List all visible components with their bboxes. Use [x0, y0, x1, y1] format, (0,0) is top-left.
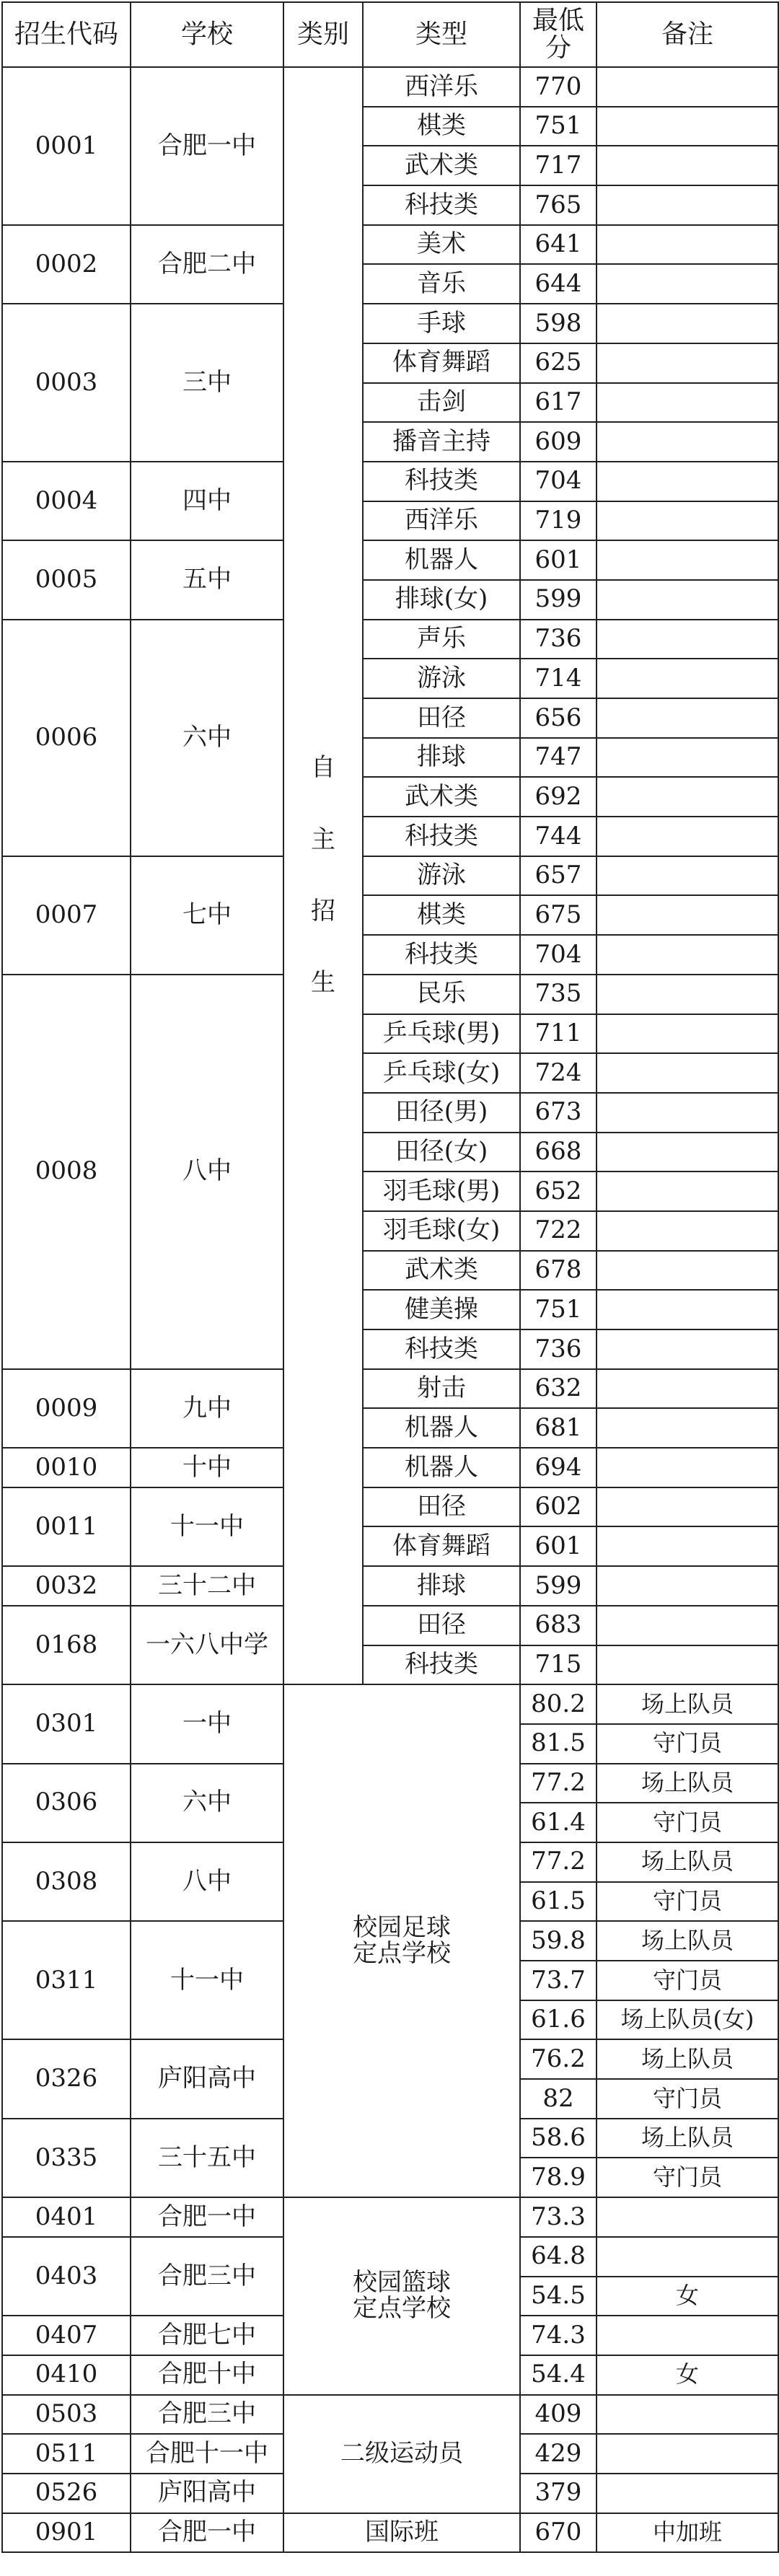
- note-cell: [597, 185, 778, 225]
- note-cell: 场上队员: [597, 2119, 778, 2158]
- note-cell: [597, 1014, 778, 1054]
- score-cell: 77.2: [520, 1764, 597, 1803]
- code-cell: 0311: [2, 1921, 131, 2039]
- type-cell: 武术类: [363, 146, 520, 185]
- score-cell: 765: [520, 185, 597, 225]
- note-cell: [597, 1211, 778, 1251]
- category-athlete: 二级运动员: [283, 2395, 520, 2513]
- type-cell: 武术类: [363, 777, 520, 817]
- score-cell: 601: [520, 540, 597, 580]
- note-cell: 场上队员: [597, 1842, 778, 1882]
- score-cell: 77.2: [520, 1842, 597, 1882]
- table-row: [2, 1606, 778, 1645]
- score-cell: 617: [520, 383, 597, 423]
- score-cell: 717: [520, 146, 597, 185]
- type-cell: 西洋乐: [363, 501, 520, 541]
- note-cell: 场上队员: [597, 2039, 778, 2079]
- note-cell: [597, 935, 778, 975]
- table-row: [2, 1369, 778, 1409]
- header-row: [2, 2, 778, 67]
- score-cell: 704: [520, 462, 597, 501]
- type-cell: 美术: [363, 225, 520, 265]
- type-cell: 机器人: [363, 1408, 520, 1448]
- note-cell: [597, 698, 778, 738]
- score-cell: 673: [520, 1093, 597, 1133]
- school-cell: 一中: [131, 1684, 283, 1763]
- table-row: [2, 2197, 778, 2237]
- code-cell: 0004: [2, 462, 131, 540]
- type-cell: 科技类: [363, 1645, 520, 1685]
- score-cell: 678: [520, 1251, 597, 1291]
- score-cell: 747: [520, 738, 597, 778]
- header-category: 类别: [283, 2, 363, 67]
- score-cell: 694: [520, 1448, 597, 1487]
- type-cell: 棋类: [363, 895, 520, 935]
- school-cell: 合肥一中: [131, 2513, 283, 2553]
- note-cell: [597, 975, 778, 1014]
- type-cell: 西洋乐: [363, 67, 520, 107]
- note-cell: [597, 580, 778, 620]
- type-cell: 乒乓球(女): [363, 1053, 520, 1093]
- school-cell: 十一中: [131, 1921, 283, 2039]
- score-cell: 715: [520, 1645, 597, 1685]
- note-cell: [597, 422, 778, 462]
- score-cell: 599: [520, 1566, 597, 1606]
- note-cell: [597, 1408, 778, 1448]
- type-cell: 射击: [363, 1369, 520, 1409]
- score-cell: 74.3: [520, 2316, 597, 2355]
- note-cell: 守门员: [597, 2079, 778, 2119]
- type-cell: 科技类: [363, 935, 520, 975]
- note-cell: [597, 1448, 778, 1487]
- type-cell: 羽毛球(女): [363, 1211, 520, 1251]
- type-cell: 手球: [363, 304, 520, 343]
- code-cell: 0005: [2, 540, 131, 619]
- type-cell: 游泳: [363, 856, 520, 896]
- note-cell: [597, 1369, 778, 1409]
- type-cell: 乒乓球(男): [363, 1014, 520, 1054]
- score-cell: 59.8: [520, 1921, 597, 1961]
- school-cell: 合肥七中: [131, 2316, 283, 2355]
- type-cell: 排球: [363, 738, 520, 778]
- score-cell: 429: [520, 2434, 597, 2474]
- score-cell: 54.4: [520, 2355, 597, 2395]
- code-cell: 0009: [2, 1369, 131, 1448]
- score-cell: 61.4: [520, 1803, 597, 1842]
- school-cell: 合肥一中: [131, 2197, 283, 2237]
- score-cell: 770: [520, 67, 597, 107]
- score-cell: 58.6: [520, 2119, 597, 2158]
- score-cell: 722: [520, 1211, 597, 1251]
- type-cell: 击剑: [363, 383, 520, 423]
- score-cell: 625: [520, 343, 597, 383]
- table-row: [2, 2395, 778, 2435]
- category-intl: 国际班: [283, 2513, 520, 2553]
- note-cell: [597, 1133, 778, 1172]
- note-cell: [597, 659, 778, 698]
- code-cell: 0407: [2, 2316, 131, 2355]
- note-cell: [597, 620, 778, 659]
- school-cell: 合肥二中: [131, 225, 283, 304]
- score-cell: 652: [520, 1171, 597, 1211]
- score-cell: 73.7: [520, 1961, 597, 2000]
- table-row: [2, 1448, 778, 1487]
- score-cell: 751: [520, 107, 597, 146]
- note-cell: [597, 1645, 778, 1685]
- school-cell: 三中: [131, 304, 283, 462]
- type-cell: 田径: [363, 1606, 520, 1645]
- score-cell: 681: [520, 1408, 597, 1448]
- type-cell: 机器人: [363, 1448, 520, 1487]
- score-cell: 670: [520, 2513, 597, 2553]
- type-cell: 棋类: [363, 107, 520, 146]
- note-cell: [597, 1329, 778, 1369]
- school-cell: 庐阳高中: [131, 2474, 283, 2513]
- note-cell: [597, 738, 778, 778]
- score-cell: 61.6: [520, 2000, 597, 2040]
- note-cell: [597, 777, 778, 817]
- note-cell: [597, 383, 778, 423]
- score-cell: 744: [520, 817, 597, 856]
- type-cell: 播音主持: [363, 422, 520, 462]
- code-cell: 0308: [2, 1842, 131, 1921]
- code-cell: 0503: [2, 2395, 131, 2435]
- note-cell: 场上队员(女): [597, 2000, 778, 2040]
- table-row: [2, 975, 778, 1014]
- code-cell: 0010: [2, 1448, 131, 1487]
- note-cell: 场上队员: [597, 1921, 778, 1961]
- score-cell: 719: [520, 501, 597, 541]
- note-cell: 场上队员: [597, 1764, 778, 1803]
- score-cell: 598: [520, 304, 597, 343]
- table-row: [2, 1487, 778, 1527]
- score-cell: 78.9: [520, 2158, 597, 2197]
- score-cell: 704: [520, 935, 597, 975]
- note-cell: [597, 1606, 778, 1645]
- note-cell: [597, 2237, 778, 2277]
- score-cell: 76.2: [520, 2039, 597, 2079]
- note-cell: [597, 1566, 778, 1606]
- score-cell: 61.5: [520, 1882, 597, 1922]
- score-cell: 73.3: [520, 2197, 597, 2237]
- score-cell: 601: [520, 1526, 597, 1566]
- code-cell: 0003: [2, 304, 131, 462]
- score-cell: 751: [520, 1290, 597, 1329]
- code-cell: 0002: [2, 225, 131, 304]
- code-cell: 0901: [2, 2513, 131, 2553]
- score-cell: 736: [520, 1329, 597, 1369]
- type-cell: 田径(男): [363, 1093, 520, 1133]
- school-cell: 七中: [131, 856, 283, 975]
- school-cell: 合肥三中: [131, 2395, 283, 2435]
- school-cell: 庐阳高中: [131, 2039, 283, 2118]
- note-cell: 守门员: [597, 1724, 778, 1764]
- type-cell: 体育舞蹈: [363, 1526, 520, 1566]
- school-cell: 八中: [131, 1842, 283, 1921]
- score-cell: 80.2: [520, 1684, 597, 1724]
- table-row: [2, 620, 778, 659]
- code-cell: 0168: [2, 1606, 131, 1684]
- score-cell: 64.8: [520, 2237, 597, 2277]
- score-cell: 599: [520, 580, 597, 620]
- school-cell: 一六八中学: [131, 1606, 283, 1684]
- score-cell: 724: [520, 1053, 597, 1093]
- school-cell: 六中: [131, 1764, 283, 1842]
- table-row: [2, 2513, 778, 2553]
- score-cell: 683: [520, 1606, 597, 1645]
- note-cell: 守门员: [597, 2158, 778, 2197]
- code-cell: 0008: [2, 975, 131, 1369]
- code-cell: 0401: [2, 2197, 131, 2237]
- score-cell: 668: [520, 1133, 597, 1172]
- school-cell: 合肥十中: [131, 2355, 283, 2395]
- category-zizhu: 自 主 招 生: [283, 67, 363, 1684]
- note-cell: [597, 540, 778, 580]
- score-cell: 81.5: [520, 1724, 597, 1764]
- score-cell: 82: [520, 2079, 597, 2119]
- table-row: [2, 1566, 778, 1606]
- code-cell: 0511: [2, 2434, 131, 2474]
- table-row: [2, 304, 778, 343]
- type-cell: 体育舞蹈: [363, 343, 520, 383]
- header-code: 招生代码: [2, 2, 131, 67]
- school-cell: 十中: [131, 1448, 283, 1487]
- type-cell: 科技类: [363, 1329, 520, 1369]
- code-cell: 0403: [2, 2237, 131, 2316]
- school-cell: 六中: [131, 620, 283, 856]
- table-row: [2, 67, 778, 107]
- note-cell: 守门员: [597, 1961, 778, 2000]
- score-cell: 632: [520, 1369, 597, 1409]
- table-row: [2, 856, 778, 896]
- school-cell: 五中: [131, 540, 283, 619]
- type-cell: 排球(女): [363, 580, 520, 620]
- type-cell: 田径: [363, 1487, 520, 1527]
- note-cell: [597, 2197, 778, 2237]
- type-cell: 武术类: [363, 1251, 520, 1291]
- table-row: [2, 462, 778, 501]
- note-cell: [597, 1171, 778, 1211]
- score-cell: 692: [520, 777, 597, 817]
- note-cell: 守门员: [597, 1882, 778, 1922]
- school-cell: 八中: [131, 975, 283, 1369]
- note-cell: [597, 462, 778, 501]
- type-cell: 声乐: [363, 620, 520, 659]
- table-row: [2, 1684, 778, 1724]
- table-row: [2, 540, 778, 580]
- category-basketball: 校园篮球 定点学校: [283, 2197, 520, 2394]
- header-type: 类型: [363, 2, 520, 67]
- score-cell: 735: [520, 975, 597, 1014]
- code-cell: 0326: [2, 2039, 131, 2118]
- score-cell: 602: [520, 1487, 597, 1527]
- header-note: 备注: [597, 2, 778, 67]
- note-cell: [597, 264, 778, 304]
- score-cell: 409: [520, 2395, 597, 2435]
- note-cell: [597, 1290, 778, 1329]
- score-cell: 714: [520, 659, 597, 698]
- score-cell: 54.5: [520, 2277, 597, 2316]
- note-cell: [597, 501, 778, 541]
- note-cell: [597, 343, 778, 383]
- note-cell: [597, 225, 778, 265]
- score-cell: 736: [520, 620, 597, 659]
- code-cell: 0335: [2, 2119, 131, 2197]
- note-cell: [597, 1053, 778, 1093]
- note-cell: [597, 1093, 778, 1133]
- code-cell: 0526: [2, 2474, 131, 2513]
- note-cell: 守门员: [597, 1803, 778, 1842]
- score-cell: 675: [520, 895, 597, 935]
- score-cell: 711: [520, 1014, 597, 1054]
- note-cell: 女: [597, 2277, 778, 2316]
- type-cell: 音乐: [363, 264, 520, 304]
- code-cell: 0001: [2, 67, 131, 225]
- type-cell: 科技类: [363, 462, 520, 501]
- note-cell: 场上队员: [597, 1684, 778, 1724]
- note-cell: [597, 107, 778, 146]
- type-cell: 科技类: [363, 817, 520, 856]
- note-cell: [597, 895, 778, 935]
- code-cell: 0301: [2, 1684, 131, 1763]
- table-row: [2, 225, 778, 265]
- school-cell: 十一中: [131, 1487, 283, 1566]
- note-cell: 女: [597, 2355, 778, 2395]
- score-cell: 656: [520, 698, 597, 738]
- note-cell: [597, 2434, 778, 2474]
- header-min-score: 最低 分: [520, 2, 597, 67]
- note-cell: [597, 817, 778, 856]
- note-cell: [597, 856, 778, 896]
- note-cell: [597, 2474, 778, 2513]
- note-cell: [597, 1487, 778, 1527]
- admission-score-table: [1, 1, 779, 2553]
- category-football: 校园足球 定点学校: [283, 1684, 520, 2197]
- school-cell: 九中: [131, 1369, 283, 1448]
- type-cell: 科技类: [363, 185, 520, 225]
- score-cell: 641: [520, 225, 597, 265]
- note-cell: 中加班: [597, 2513, 778, 2553]
- code-cell: 0410: [2, 2355, 131, 2395]
- school-cell: 合肥三中: [131, 2237, 283, 2316]
- code-cell: 0007: [2, 856, 131, 975]
- type-cell: 机器人: [363, 540, 520, 580]
- score-cell: 379: [520, 2474, 597, 2513]
- school-cell: 合肥十一中: [131, 2434, 283, 2474]
- code-cell: 0011: [2, 1487, 131, 1566]
- header-school: 学校: [131, 2, 283, 67]
- type-cell: 游泳: [363, 659, 520, 698]
- score-cell: 609: [520, 422, 597, 462]
- type-cell: 羽毛球(男): [363, 1171, 520, 1211]
- code-cell: 0306: [2, 1764, 131, 1842]
- school-cell: 三十五中: [131, 2119, 283, 2197]
- note-cell: [597, 2316, 778, 2355]
- code-cell: 0032: [2, 1566, 131, 1606]
- note-cell: [597, 67, 778, 107]
- note-cell: [597, 146, 778, 185]
- school-cell: 合肥一中: [131, 67, 283, 225]
- school-cell: 三十二中: [131, 1566, 283, 1606]
- code-cell: 0006: [2, 620, 131, 856]
- type-cell: 健美操: [363, 1290, 520, 1329]
- school-cell: 四中: [131, 462, 283, 540]
- note-cell: [597, 2395, 778, 2435]
- note-cell: [597, 1251, 778, 1291]
- type-cell: 田径(女): [363, 1133, 520, 1172]
- type-cell: 排球: [363, 1566, 520, 1606]
- note-cell: [597, 304, 778, 343]
- type-cell: 民乐: [363, 975, 520, 1014]
- score-cell: 644: [520, 264, 597, 304]
- score-cell: 657: [520, 856, 597, 896]
- type-cell: 田径: [363, 698, 520, 738]
- note-cell: [597, 1526, 778, 1566]
